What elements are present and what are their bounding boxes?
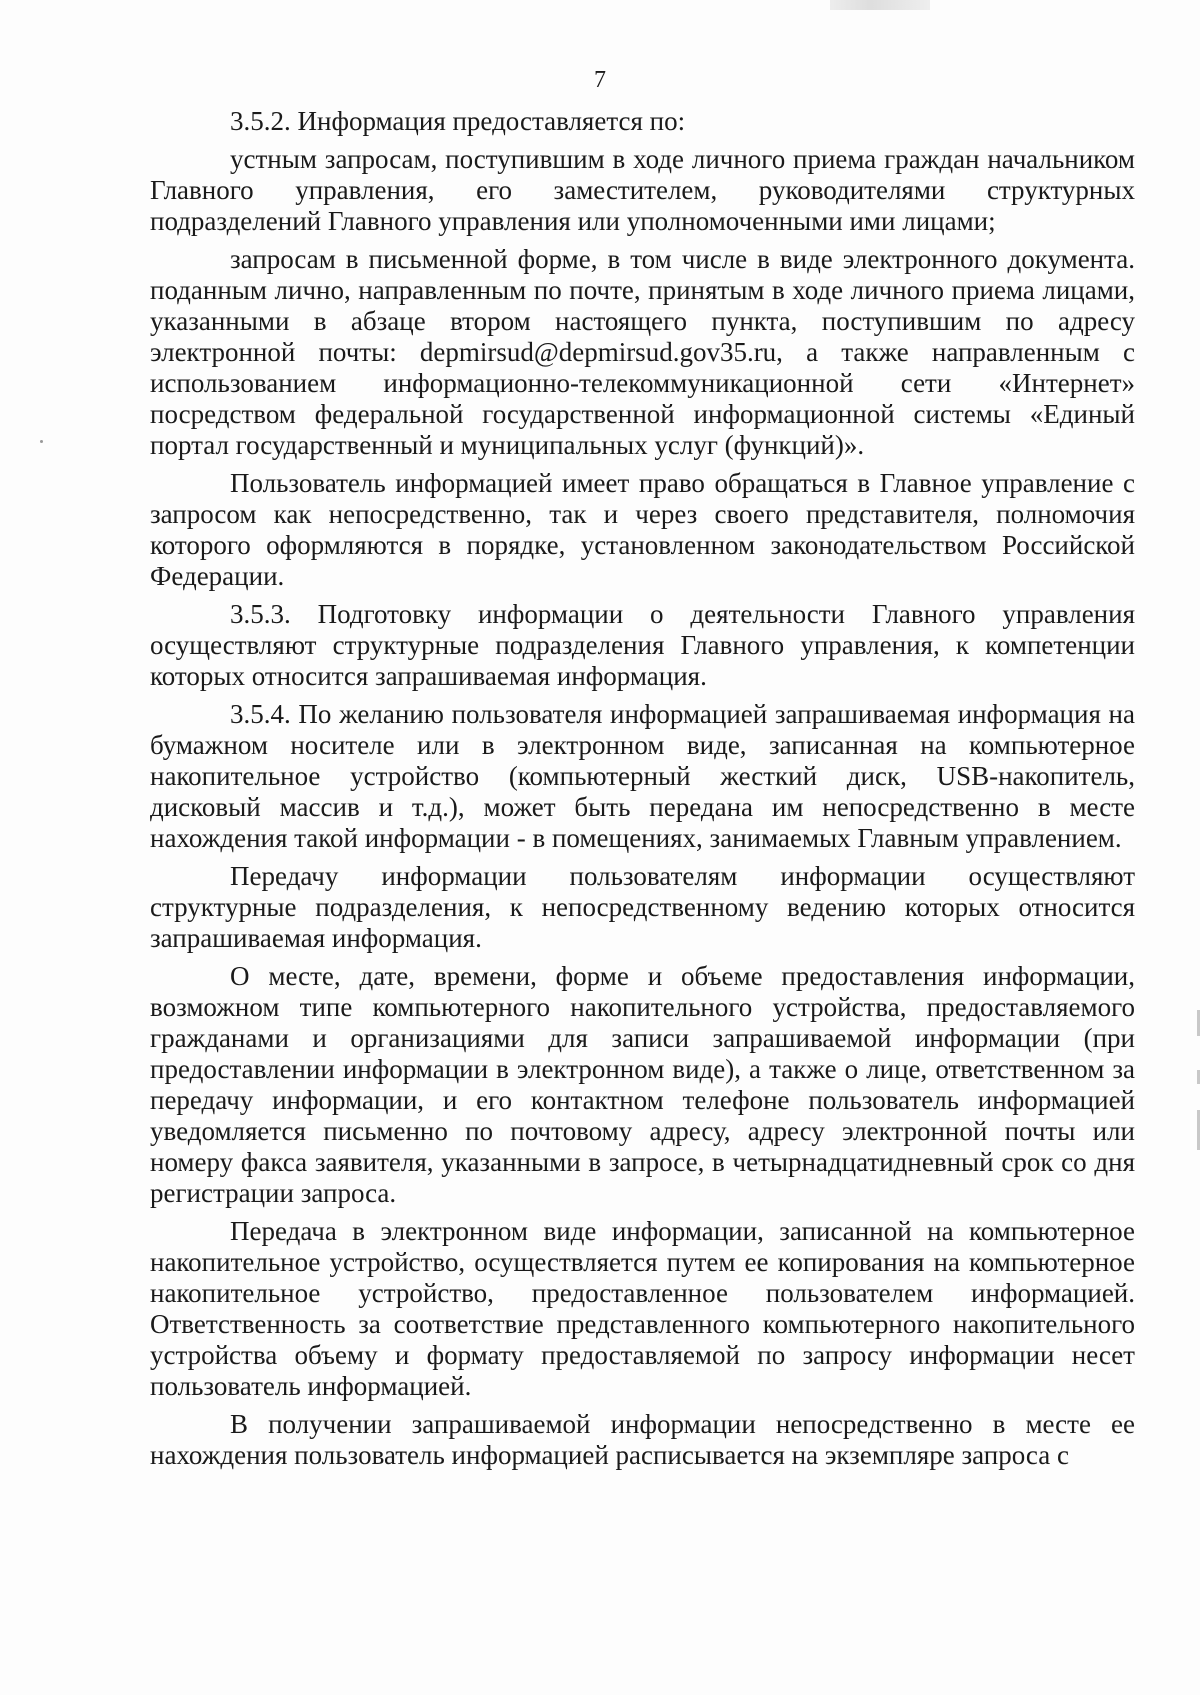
paragraph-notification: О месте, дате, времени, форме и объеме предоставления информации, возможном типе компьютерного накопительного устройства, предоставляемого гражданами и организациями для записи запрашиваемой информации (при предоставлении информации в электронном виде), а также о лице, ответственном за передачу информации, и его контактном телефоне пользователь информацией уведомляется письменно по почтовому адресу, адресу электронной почты или номеру факса заявителя, указанными в запросе, в четырнадцатидневный срок со дня регистрации запроса. (150, 961, 1135, 1208)
paragraph-transfer: Передачу информации пользователям информации осуществляют структурные подразделения, к непосредственному ведению которых относится запрашиваемая информация. (150, 861, 1135, 953)
document-body (150, 106, 1135, 1471)
paragraph-3-5-4: 3.5.4. По желанию пользователя информацией запрашиваемая информация на бумажном носителе или в электронном виде, записанная на компьютерное накопительное устройство (компьютерный жесткий диск, USB-накопитель, дисковый массив и т.д.), может быть передана им непосредственно в месте нахождения такой информации - в помещениях, занимаемых Главным управлением. (150, 699, 1135, 853)
paragraph-written-requests: запросам в письменной форме, в том числе в виде электронного документа. поданным лично, направленным по почте, принятым в ходе личного приема лицами, указанными в абзаце втором настоящего пункта, поступившим по адресу электронной почты: depmirsud@depmirsud.gov35.ru, а также направленным с использованием информационно-телекоммуникационной сети «Интернет» посредством федеральной государственной информационной системы «Единый портал государственный и муниципальных услуг (функций)». (150, 244, 1135, 460)
paragraph-3-5-3: 3.5.3. Подготовку информации о деятельности Главного управления осуществляют структурные подразделения Главного управления, к компетенции которых относится запрашиваемая информация. (150, 599, 1135, 691)
scan-stamp-mark (830, 0, 930, 10)
page-number: 7 (594, 67, 606, 93)
paragraph-3-5-2-heading: 3.5.2. Информация предоставляется по: (230, 106, 686, 136)
paragraph-receipt: В получении запрашиваемой информации непосредственно в месте ее нахождения пользователь информацией расписывается на экземпляре запроса с (150, 1409, 1135, 1470)
paragraph-user-rights: Пользователь информацией имеет право обращаться в Главное управление с запросом как непосредственно, так и через своего представителя, полномочия которого оформляются в порядке, установленном законодательством Российской Федерации. (150, 468, 1135, 591)
paragraph-electronic-transfer: Передача в электронном виде информации, записанной на компьютерное накопительное устройство, осуществляется путем ее копирования на компьютерное накопительное устройство, предоставленное пользователем информацией. Ответственность за соответствие представленного компьютерного накопительного устройства объему и формату предоставляемой по запросу информации несет пользователь информацией. (150, 1216, 1135, 1401)
scan-speck (40, 440, 43, 443)
paragraph-oral-requests: устным запросам, поступившим в ходе личного приема граждан начальником Главного управления, его заместителем, руководителями структурных подразделений Главного управления или уполномоченными ими лицами; (150, 144, 1135, 236)
